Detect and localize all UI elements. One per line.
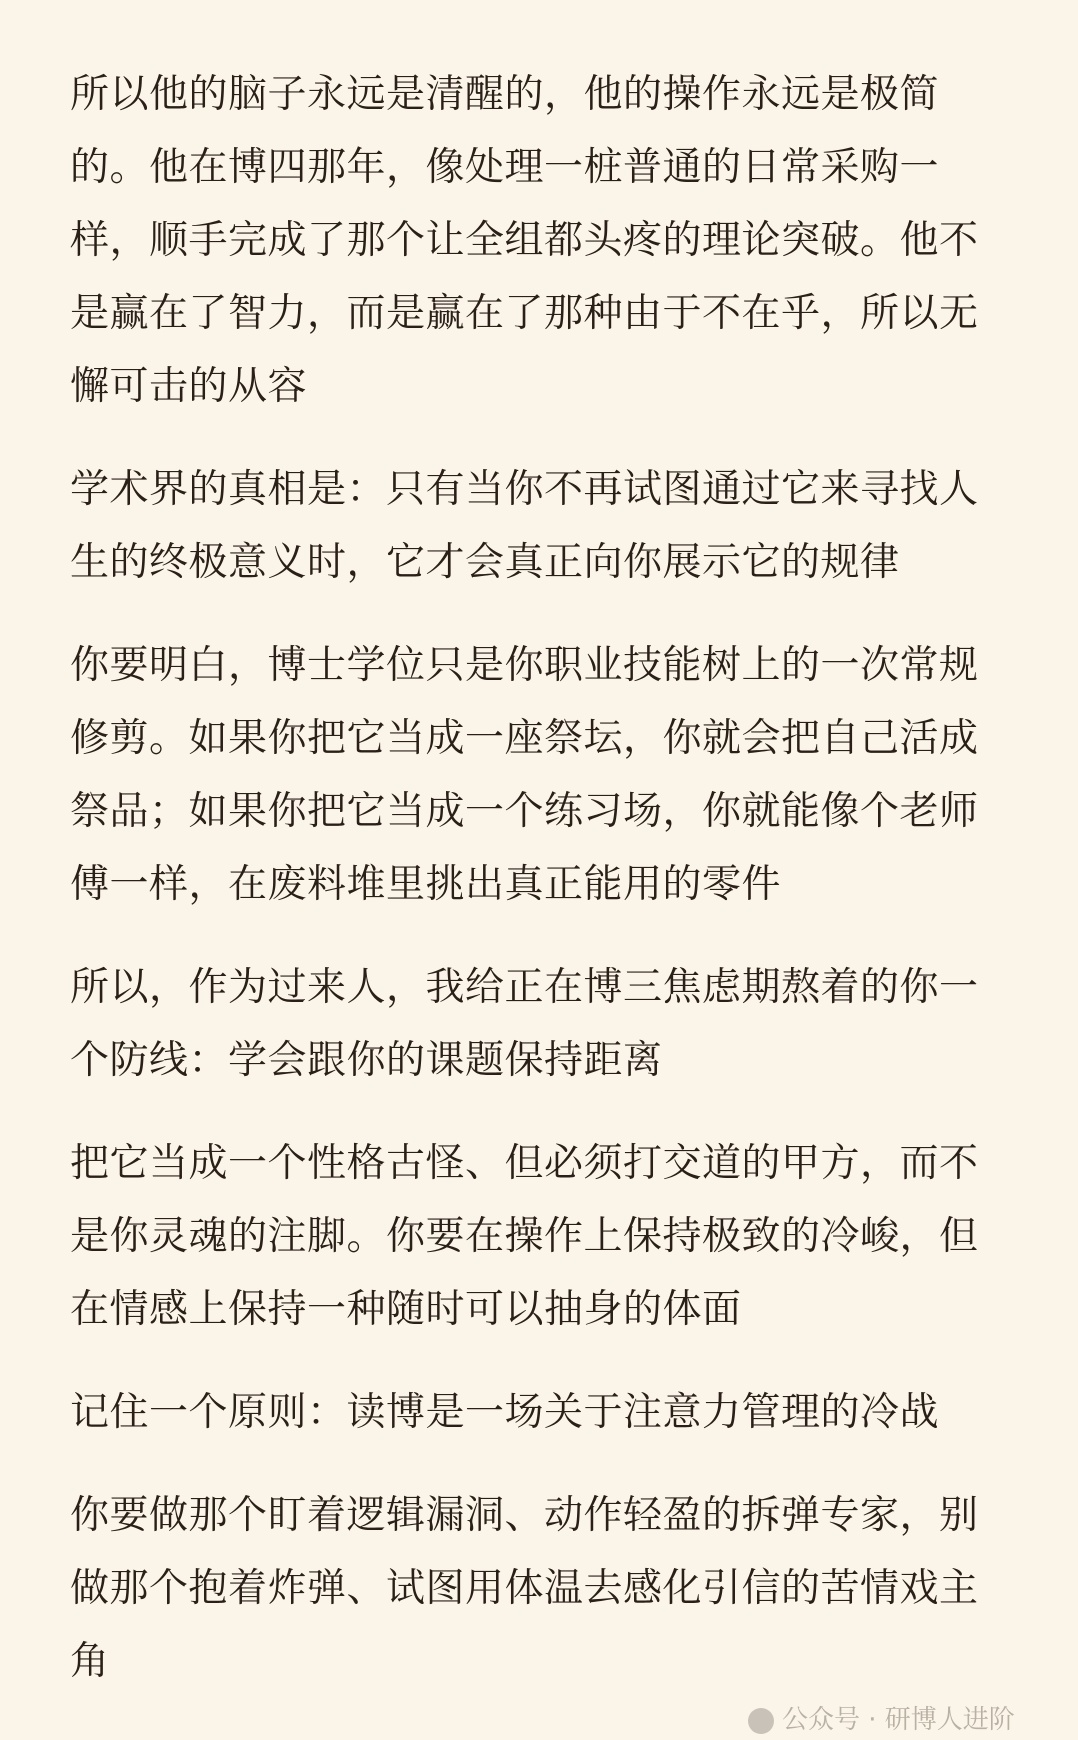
paragraph-3: 你要明白，博士学位只是你职业技能树上的一次常规修剪。如果你把它当成一座祭坛，你就会把自己活成祭品；如果你把它当成一个练习场，你就能像个老师傅一样，在废料堆里挑出真正能用的零件 bbox=[70, 643, 979, 907]
watermark-text: 公众号 · 研博人进阶 bbox=[782, 1705, 1015, 1735]
source-watermark bbox=[748, 1700, 1015, 1740]
paragraph-6: 记住一个原则：读博是一场关于注意力管理的冷战 bbox=[70, 1390, 940, 1435]
paragraph-1: 所以他的脑子永远是清醒的，他的操作永远是极简的。他在博四那年，像处理一桩普通的日常采购一样，顺手完成了那个让全组都头疼的理论突破。他不是赢在了智力，而是赢在了那种由于不在乎，所以无懈可击的从容 bbox=[70, 72, 979, 409]
wechat-icon bbox=[748, 1708, 774, 1734]
paragraph-5: 把它当成一个性格古怪、但必须打交道的甲方，而不是你灵魂的注脚。你要在操作上保持极致的冷峻，但在情感上保持一种随时可以抽身的体面 bbox=[70, 1141, 979, 1332]
paragraph-2: 学术界的真相是：只有当你不再试图通过它来寻找人生的终极意义时，它才会真正向你展示它的规律 bbox=[70, 467, 979, 585]
paragraph-4: 所以，作为过来人，我给正在博三焦虑期熬着的你一个防线：学会跟你的课题保持距离 bbox=[70, 965, 979, 1083]
article-body bbox=[70, 58, 998, 1728]
paragraph-7: 你要做那个盯着逻辑漏洞、动作轻盈的拆弹专家，别做那个抱着炸弹、试图用体温去感化引信的苦情戏主角 bbox=[70, 1493, 979, 1684]
